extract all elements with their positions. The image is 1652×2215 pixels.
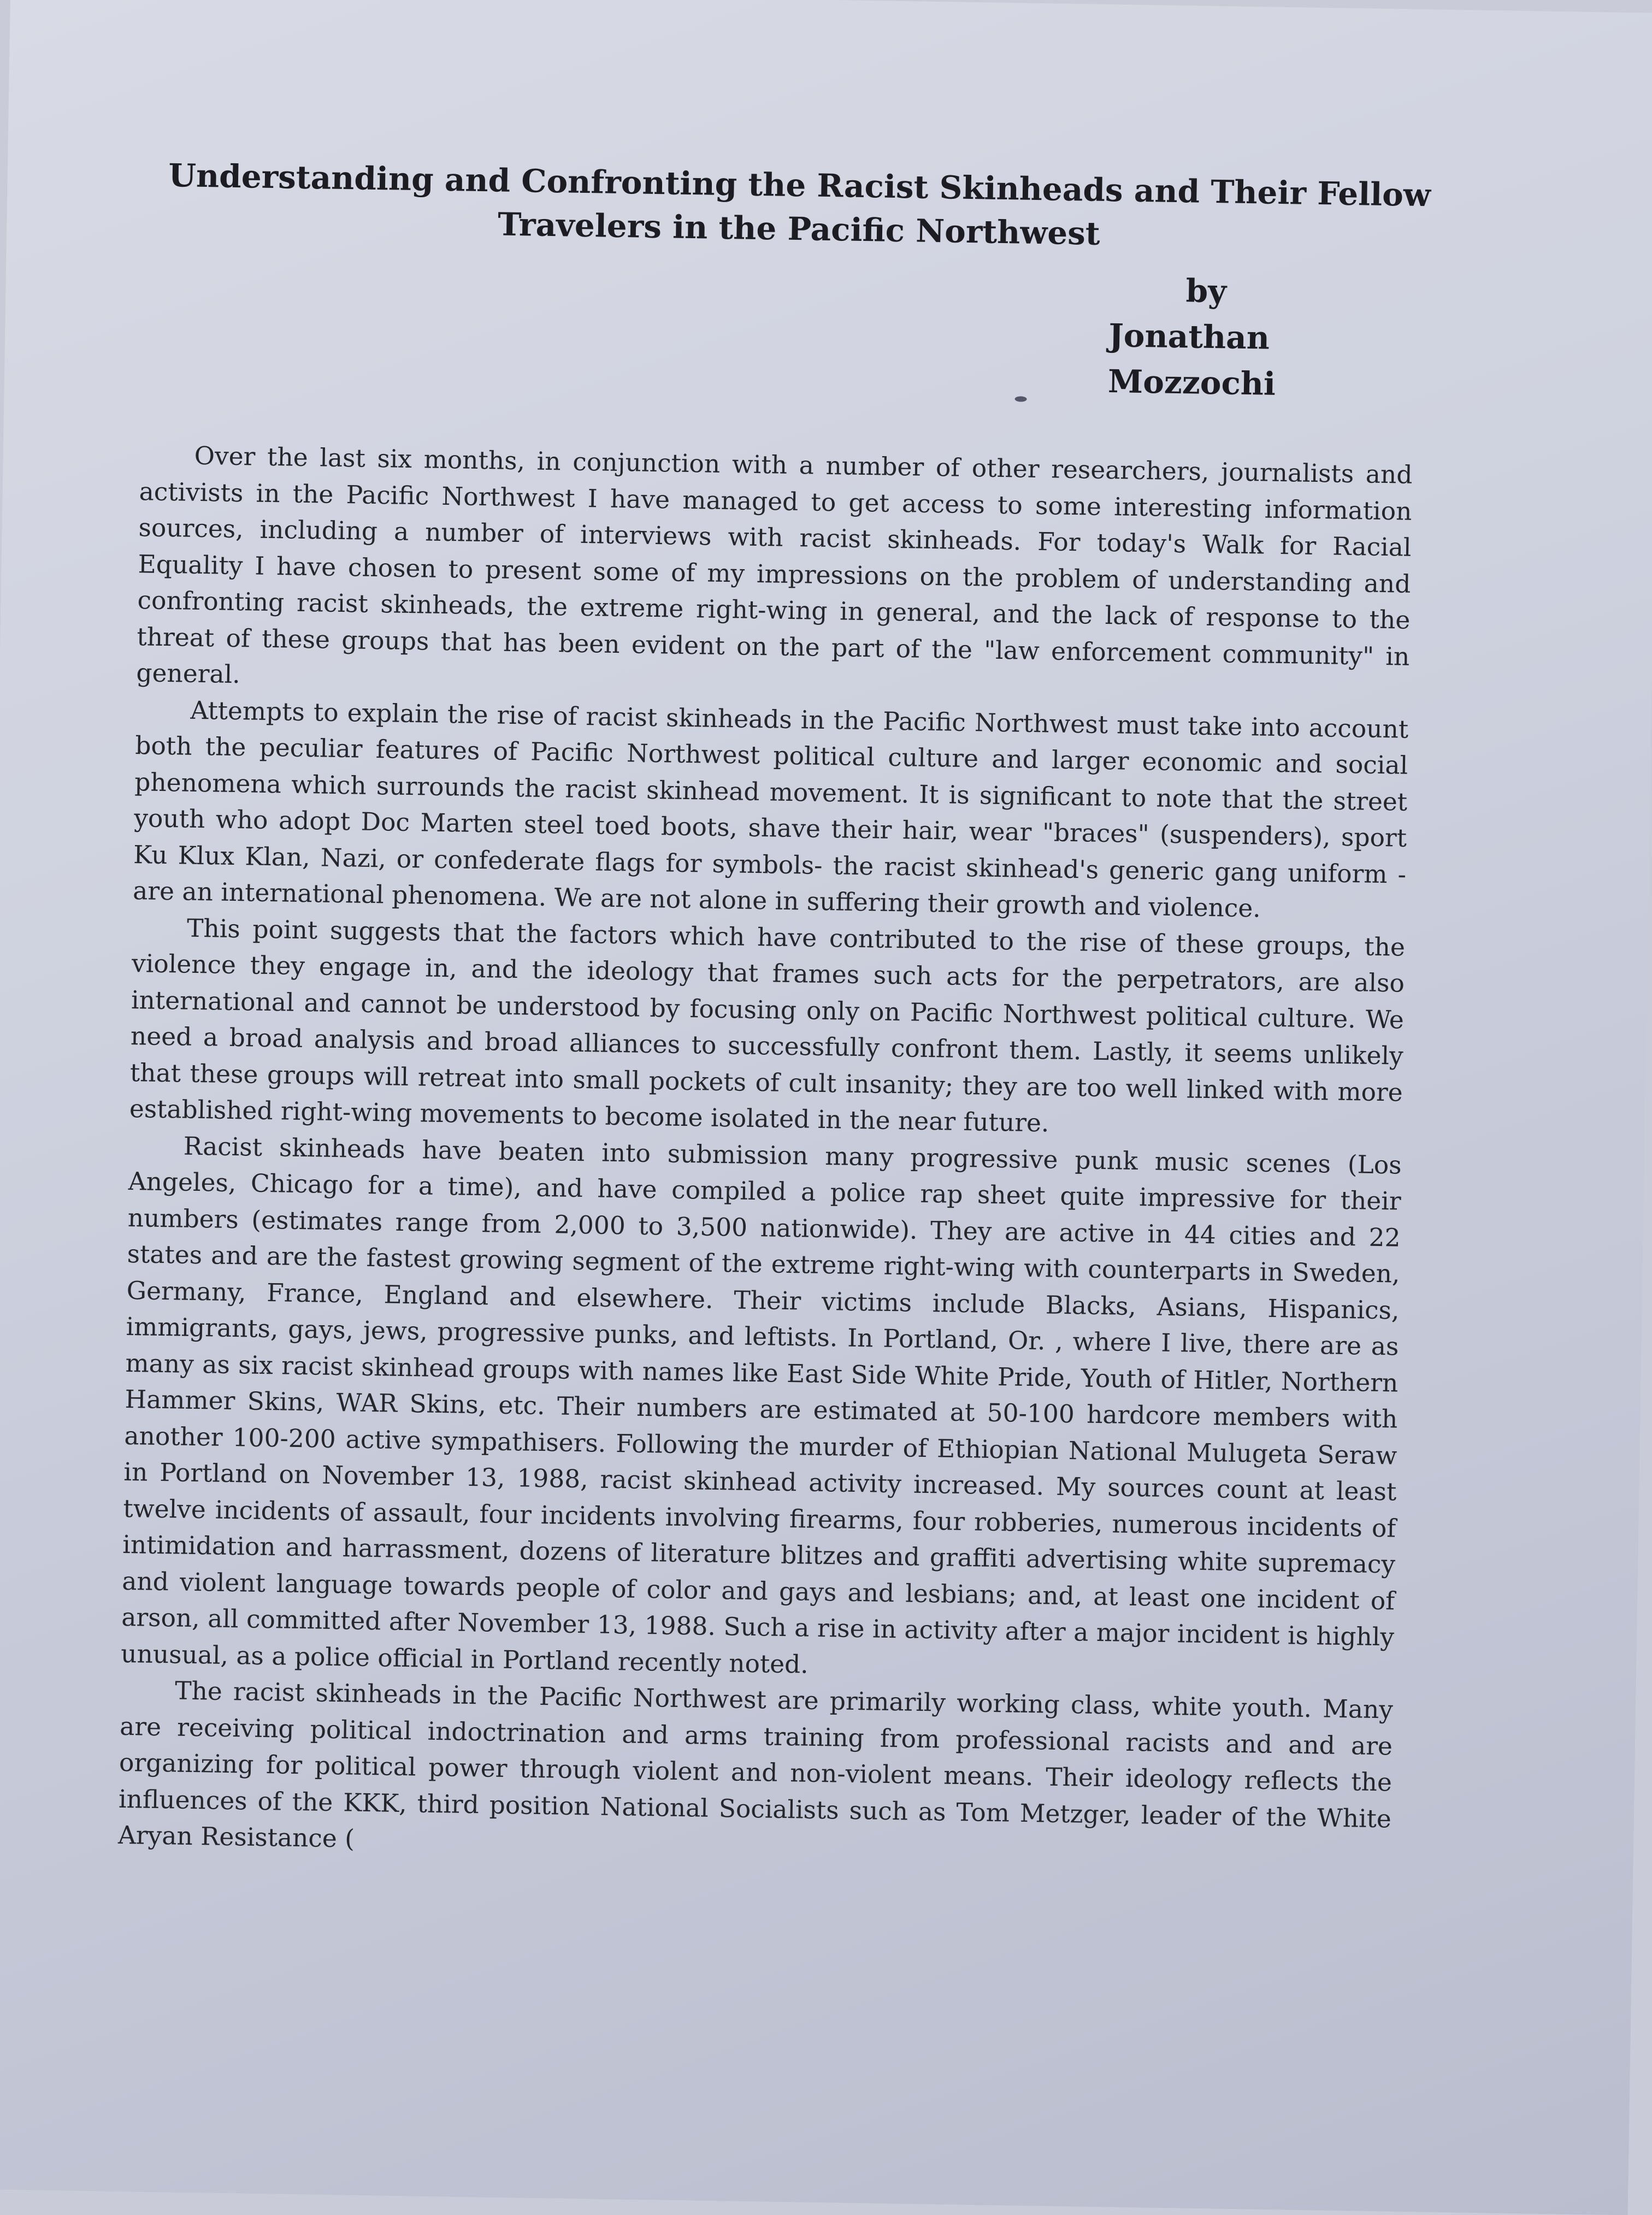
paragraph-5: The racist skinheads in the Pacific Northwest are primarily working class, white youth. Many are receiving political indoctrination and arms training from professional racists and and are organizing for political power through violent and non-violent means. Their ideology reflects the influences of the KKK, third position National Socialists such as Tom Metzger, leader of the White Aryan Resistance ( xyxy=(117,1676,1394,1853)
article-body xyxy=(118,437,1413,1874)
ink-smudge xyxy=(1014,396,1026,401)
bleed-through-text xyxy=(391,104,1429,139)
byline-by: by xyxy=(1185,272,1227,310)
document-title: Understanding and Confronting the Racist Skinheads and Their Fellow Travelers in the Pacific Northwest xyxy=(168,156,1431,252)
author-last-name: Mozzochi xyxy=(1107,363,1276,403)
paragraph-4: Racist skinheads have beaten into submission many progressive punk music scenes (Los Angeles, Chicago for a time), and have compiled a police rap sheet quite impressive for their numbers (estimates range from 2,000 to 3,500 nationwide). They are active in 44 cities and 22 states and are the fastest growing segment of the extreme right-wing with counterparts in Sweden, Germany, France, England and elsewhere. Their victims include Blacks, Asians, Hispanics, immigrants, gays, jews, progressive punks, and leftists. In Portland, Or. , where I live, there are as many as six racist skinhead groups with names like East Side White Pride, Youth of Hitler, Northern Hammer Skins, WAR Skins, etc. Their numbers are estimated at 50-100 hardcore members with another 100-200 active sympathisers. Following the murder of Ethiopian National Mulugeta Seraw in Portland on November 13, 1988, racist skinhead activity increased. My sources count at least twelve incidents of assault, four incidents involving firearms, four robberies, numerous incidents of intimidation and harrassment, dozens of literature blitzes and graffiti advertising white supremacy and violent language towards people of color and gays and lesbians; and, at least one incident of arson, all committed after November 13, 1988. Such a rise in activity after a major incident is highly unusual, as a police official in Portland recently noted. xyxy=(120,1131,1402,1679)
author-first-name: Jonathan xyxy=(1108,317,1270,357)
byline xyxy=(1107,267,1339,408)
paragraph-3: This point suggests that the factors which have contributed to the rise of these groups, the violence they engage in, and the ideology that frames such acts for the perpetrators, are also international and cannot be understood by focusing only on Pacific Northwest political culture. We need a broad analysis and broad alliances to successfully confront them. Lastly, it seems unlikely that these groups will retreat into small pockets of cult insanity; they are too well linked with more established right-wing movements to become isolated in the near future. xyxy=(129,913,1406,1138)
paragraph-1: Over the last six months, in conjunction with a number of other researchers, journalists and activists in the Pacific Northwest I have managed to get access to some interesting information sources, including a number of interviews with racist skinheads. For today's Walk for Racial Equality I have chosen to present some of my impressions on the problem of understanding and confronting racist skinheads, the extreme right-wing in general, and the lack of response to the threat of these groups that has been evident on the part of the "law enforcement community" in general. xyxy=(136,441,1413,689)
paragraph-2: Attempts to explain the rise of racist skinheads in the Pacific Northwest must take into account both the peculiar features of Pacific Northwest political culture and larger economic and social phenomena which surrounds the racist skinhead movement. It is significant to note that the street youth who adopt Doc Marten steel toed boots, shave their hair, wear "braces" (suspenders), sport Ku Klux Klan, Nazi, or confederate flags for symbols- the racist skinhead's generic gang uniform -are an international phenomena. We are not alone in suffering their growth and violence. xyxy=(132,695,1409,923)
